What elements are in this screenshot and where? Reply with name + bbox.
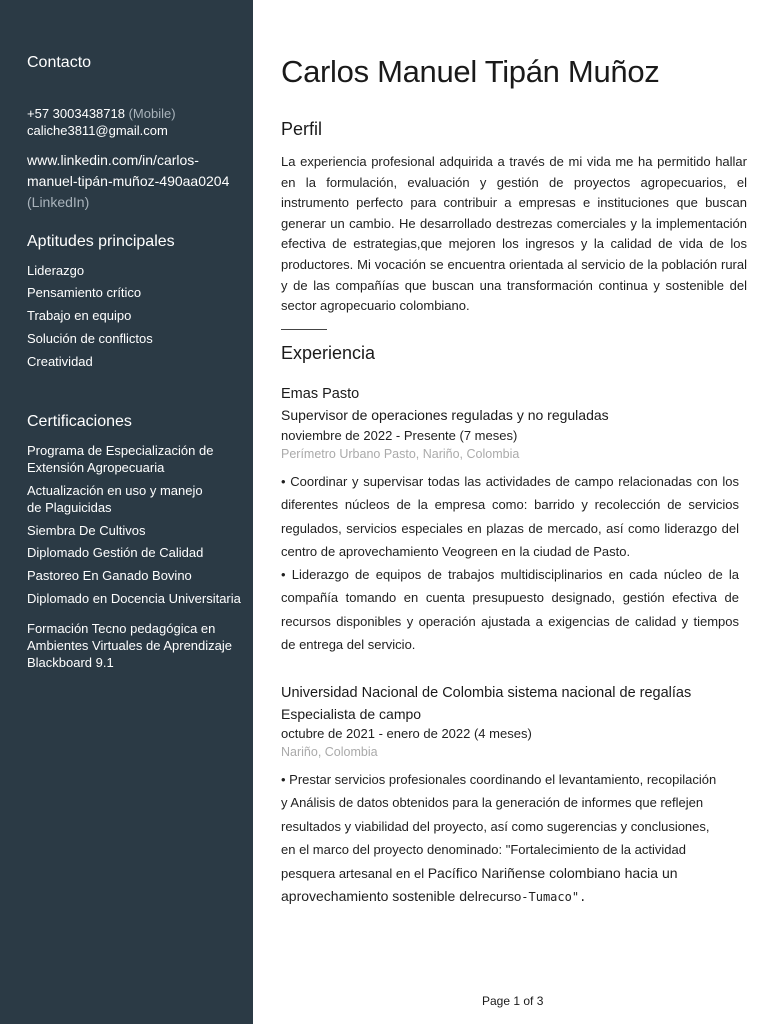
certification-item bbox=[27, 442, 213, 476]
job-location: Perímetro Urbano Pasto, Nariño, Colombia bbox=[281, 447, 520, 461]
certification-line: Actualización en uso y manejo bbox=[27, 483, 203, 498]
job-description bbox=[281, 768, 739, 909]
email-link[interactable]: caliche3811@gmail.com bbox=[27, 123, 168, 138]
linkedin-label: (LinkedIn) bbox=[27, 194, 90, 210]
profile-heading: Perfil bbox=[281, 119, 323, 139]
certification-line: de Plaguicidas bbox=[27, 500, 112, 515]
job-company: Universidad Nacional de Colombia sistema nacional de regalías bbox=[281, 685, 692, 701]
job-company: Emas Pasto bbox=[281, 386, 360, 402]
skills-heading: Aptitudes principales bbox=[27, 233, 175, 250]
job-description-line: resultados y viabilidad del proyecto, así como sugerencias y conclusiones, bbox=[281, 818, 710, 834]
certification-line: Ambientes Virtuales de Aprendizaje bbox=[27, 638, 232, 653]
job-description-line bbox=[281, 862, 739, 885]
job-dates: noviembre de 2022 - Presente (7 meses) bbox=[281, 428, 518, 443]
job-bullet: • Coordinar y supervisar todas las actividades de campo relacionadas con los diferentes núcleos de la empresa como: barrido y recolección de servicios regulados, servicios especiales en plazas de mercado, así como liderazgo del centro de aprovechamiento Veogreen en la ciudad de Pasto. bbox=[281, 474, 739, 559]
candidate-name: Carlos Manuel Tipán Muñoz bbox=[281, 54, 660, 89]
certification-line: Extensión Agropecuaria bbox=[27, 460, 165, 475]
section-divider bbox=[281, 329, 327, 330]
certification-line: Formación Tecno pedagógica en bbox=[27, 621, 216, 636]
job-description-line: y Análisis de datos obtenidos para la generación de informes que reflejen bbox=[281, 795, 704, 811]
certification-item: Diplomado en Docencia Universitaria bbox=[27, 591, 241, 606]
linkedin-url-line2[interactable]: manuel-tipán-muñoz-490aa0204 bbox=[27, 173, 230, 189]
job-description bbox=[281, 470, 739, 656]
profile-summary: La experiencia profesional adquirida a través de mi vida me ha permitido hallar en la formulación, evaluación y gestión de proyectos agropecuarios, el instrumento perfecto para contribuir a empresas e instituciones que buscan generar un cambio. He desarrollado destrezas comerciales y la implementación efectiva de estrategias,que mejoren los ingresos y la calidad de vida de los productores. Mi vocación se encuentra orientada al servicio de la población rural y de las compañías que buscan una transformación continua y sostenible del sector agropecuario colombiano. bbox=[281, 154, 747, 314]
text-run: pesquera artesanal en el bbox=[281, 865, 428, 881]
sidebar bbox=[0, 0, 253, 1024]
job-bullet: • Liderazgo de equipos de trabajos multidisciplinarios en cada núcleo de la compañía tomando en cuenta presupuesto designado, gestión efectiva de recursos disponibles y operación ajustada a exigencias de calidad y tiempos de entrega del servicio. bbox=[281, 567, 739, 653]
skill-item: Solución de conflictos bbox=[27, 331, 153, 346]
experience-heading: Experiencia bbox=[281, 343, 376, 363]
linkedin-link[interactable] bbox=[27, 150, 229, 213]
job-description-line bbox=[281, 885, 739, 909]
text-run: Pacífico Nariñense colombiano hacia un bbox=[427, 864, 678, 881]
job-role: Especialista de campo bbox=[281, 706, 422, 722]
phone-line bbox=[27, 105, 176, 122]
skill-item: Pensamiento crítico bbox=[27, 285, 142, 300]
certification-item: Siembra De Cultivos bbox=[27, 523, 146, 538]
text-run: recurso bbox=[477, 889, 522, 905]
certification-item bbox=[27, 482, 203, 516]
job-description-line: en el marco del proyecto denominado: "Fortalecimiento de la actividad bbox=[281, 842, 686, 858]
certification-item: Pastoreo En Ganado Bovino bbox=[27, 568, 192, 583]
main-content bbox=[253, 0, 768, 1024]
job-location: Nariño, Colombia bbox=[281, 745, 378, 759]
skill-item: Creatividad bbox=[27, 354, 93, 369]
phone-type: (Mobile) bbox=[128, 106, 176, 121]
page-number: Page 1 of 3 bbox=[482, 994, 544, 1008]
certification-item bbox=[27, 620, 232, 671]
job-description-line: • Prestar servicios profesionales coordinando el levantamiento, recopilación bbox=[281, 772, 717, 787]
certifications-heading: Certificaciones bbox=[27, 413, 132, 430]
linkedin-url-line1[interactable]: www.linkedin.com/in/carlos- bbox=[27, 152, 199, 168]
certification-line: Blackboard 9.1 bbox=[27, 655, 114, 670]
skill-item: Trabajo en equipo bbox=[27, 308, 132, 323]
text-run: aprovechamiento sostenible del bbox=[281, 888, 478, 905]
skill-item: Liderazgo bbox=[27, 263, 85, 278]
job-role: Supervisor de operaciones reguladas y no reguladas bbox=[281, 407, 609, 423]
certification-item: Diplomado Gestión de Calidad bbox=[27, 545, 204, 560]
contact-heading: Contacto bbox=[27, 54, 92, 71]
job-dates: octubre de 2021 - enero de 2022 (4 meses) bbox=[281, 726, 532, 741]
certification-line: Programa de Especialización de bbox=[27, 443, 214, 458]
text-run: -Tumaco". bbox=[521, 890, 587, 905]
phone-number[interactable]: +57 3003438718 bbox=[27, 106, 125, 121]
